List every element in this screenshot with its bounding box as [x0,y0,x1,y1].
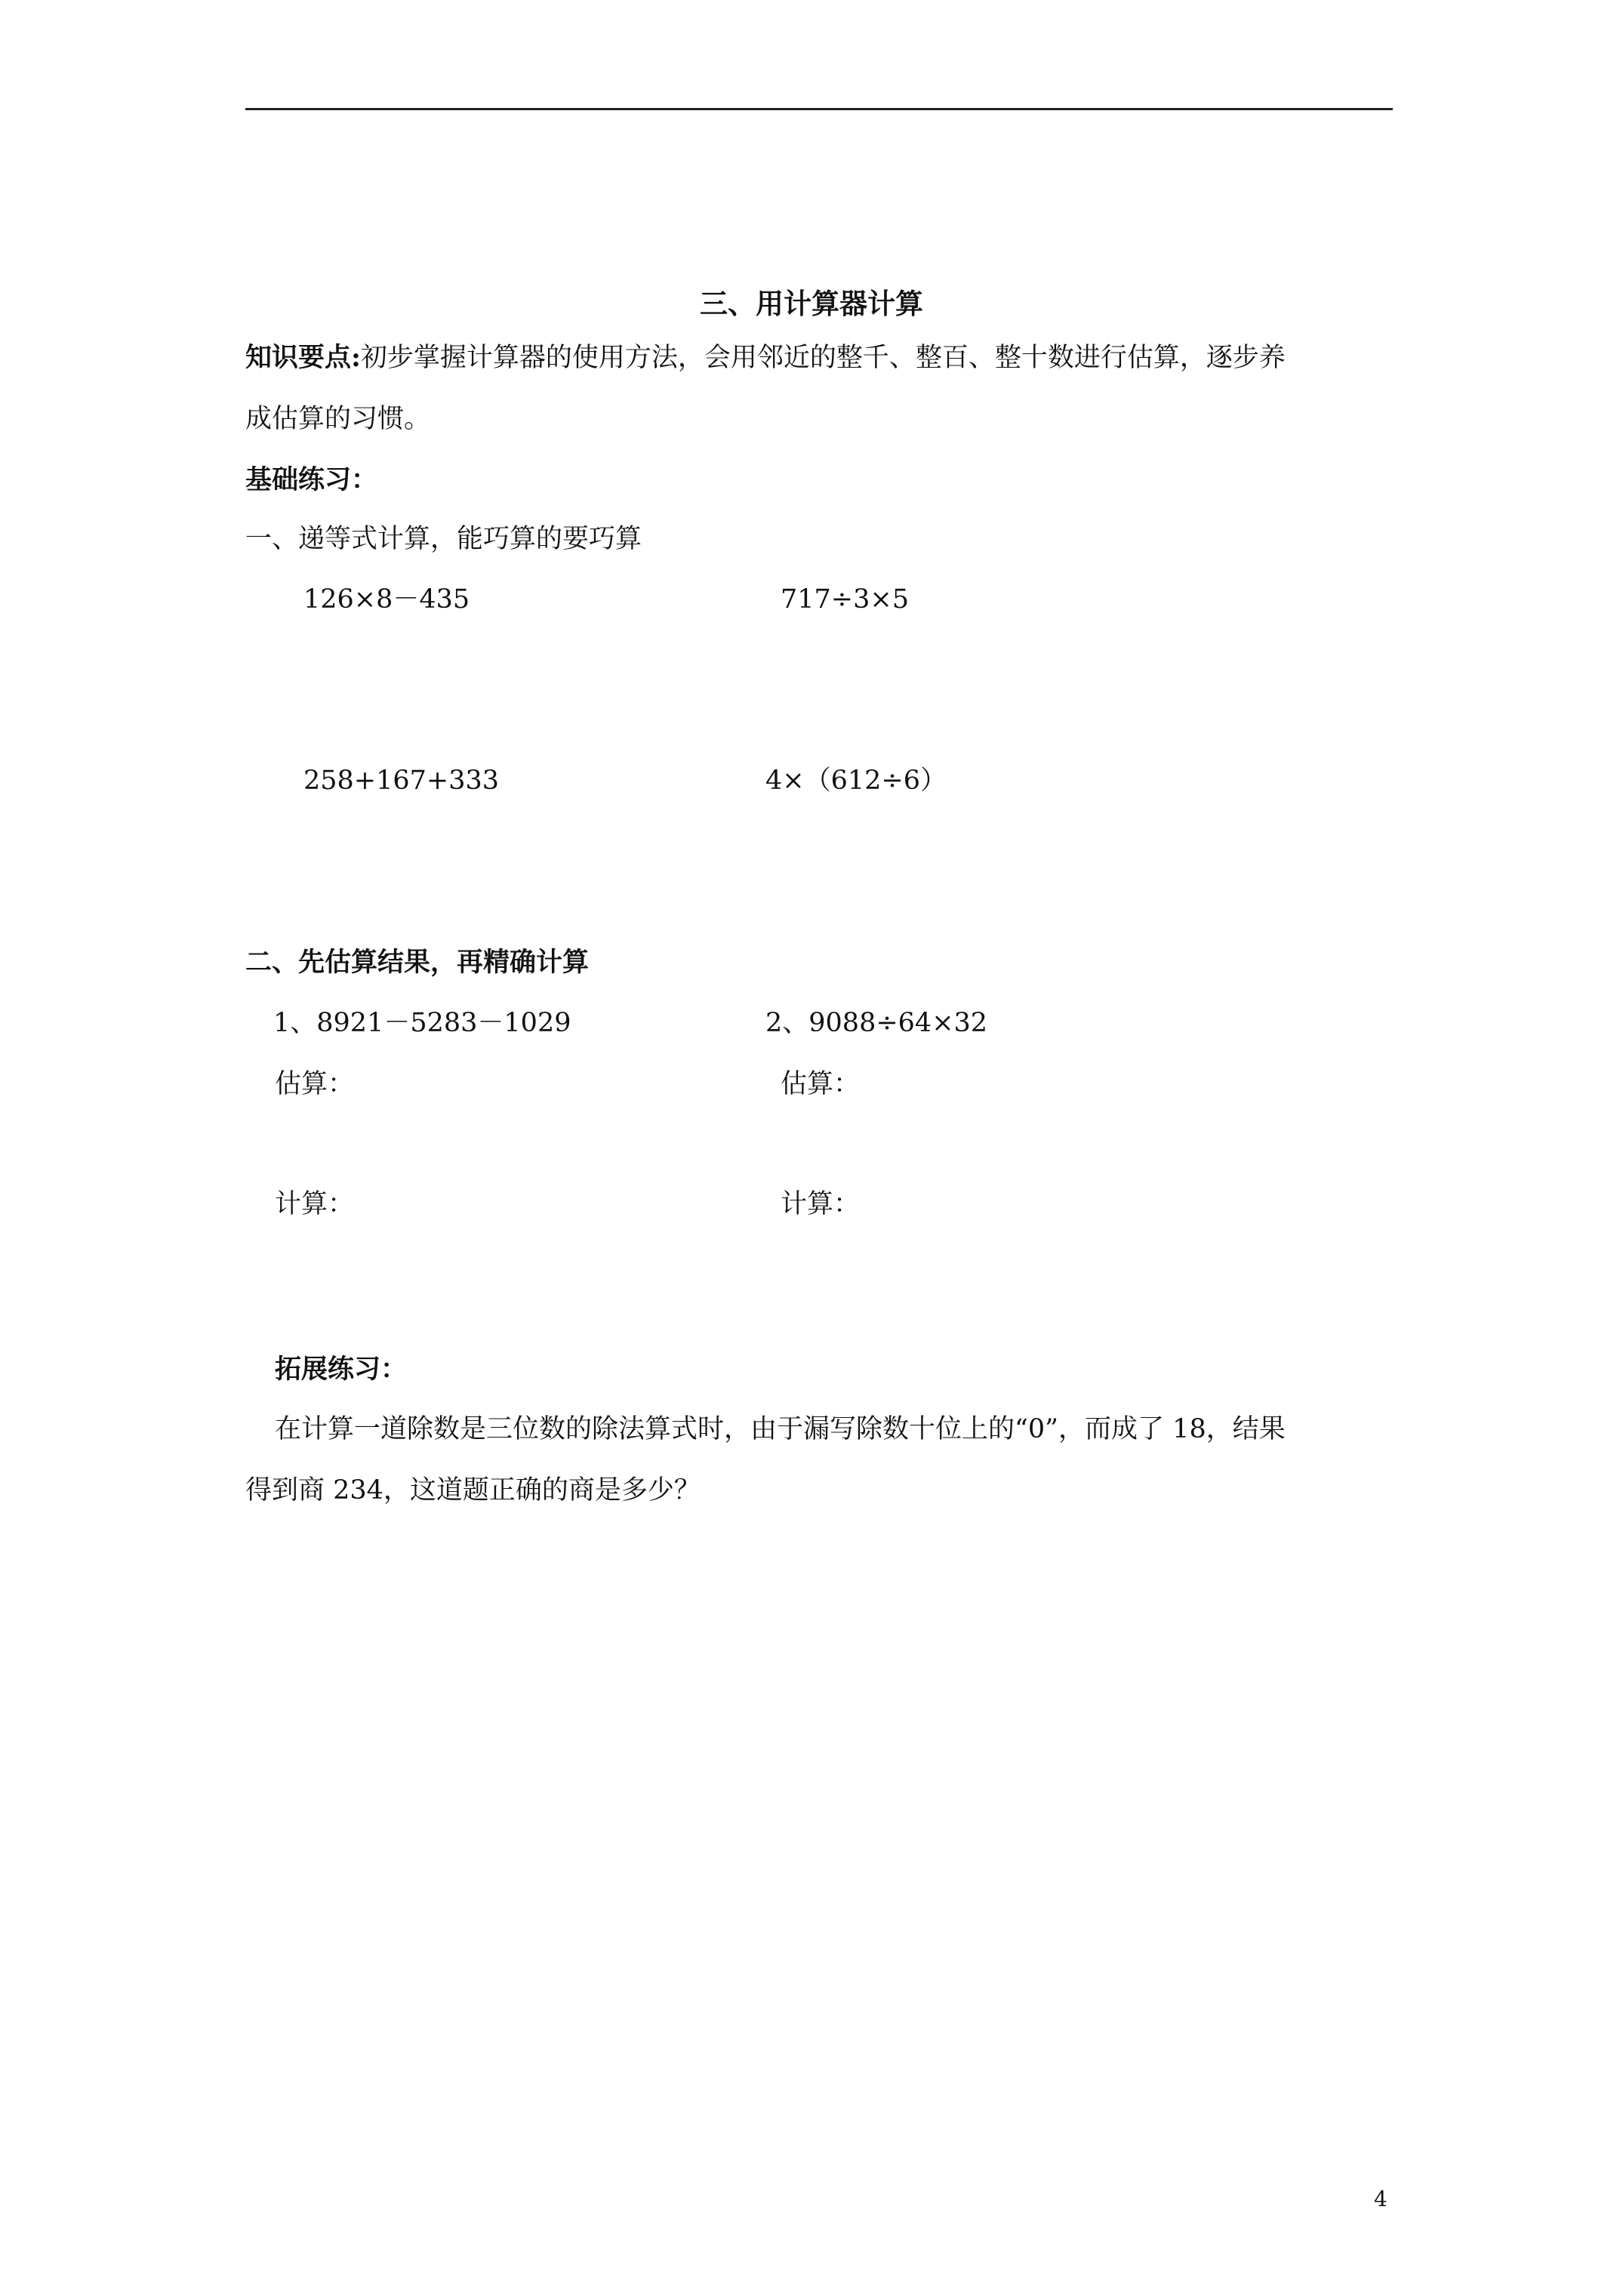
header-rule [245,108,1393,110]
estimate-problem-2: 2、9088÷64×32 [765,1008,988,1038]
knowledge-points-label: 知识要点: [245,342,361,373]
calc-label-2: 计算： [781,1189,861,1219]
extension-problem-line1: 在计算一道除数是三位数的除法算式时，由于漏写除数十位上的“0”，而成了 18，结果 [275,1414,1286,1444]
calc-label-1: 计算： [275,1189,355,1219]
knowledge-points-text: 初步掌握计算器的使用方法，会用邻近的整千、整百、整十数进行估算，逐步养 [360,343,1286,373]
extension-problem-line2: 得到商 234，这道题正确的商是多少？ [245,1475,701,1505]
page-title: 三、用计算器计算 [700,287,923,320]
problem-1: 126×8－435 [303,584,470,615]
section1-heading: 一、递等式计算，能巧算的要巧算 [245,524,642,554]
knowledge-points-line1 [245,341,1393,374]
section2-heading: 二、先估算结果，再精确计算 [245,947,590,978]
estimate-problem-1: 1、8921－5283－1029 [273,1008,571,1038]
basic-practice-label: 基础练习： [245,464,378,495]
problem-3: 258+167+333 [303,766,500,796]
page-number: 4 [1374,2187,1387,2211]
estimate-label-2: 估算： [781,1069,861,1099]
estimate-label-1: 估算： [275,1069,355,1099]
knowledge-points-line2: 成估算的习惯。 [245,404,431,434]
problem-4: 4×（612÷6） [765,766,947,796]
problem-2: 717÷3×5 [781,584,909,615]
extension-practice-label: 拓展练习： [275,1354,408,1385]
